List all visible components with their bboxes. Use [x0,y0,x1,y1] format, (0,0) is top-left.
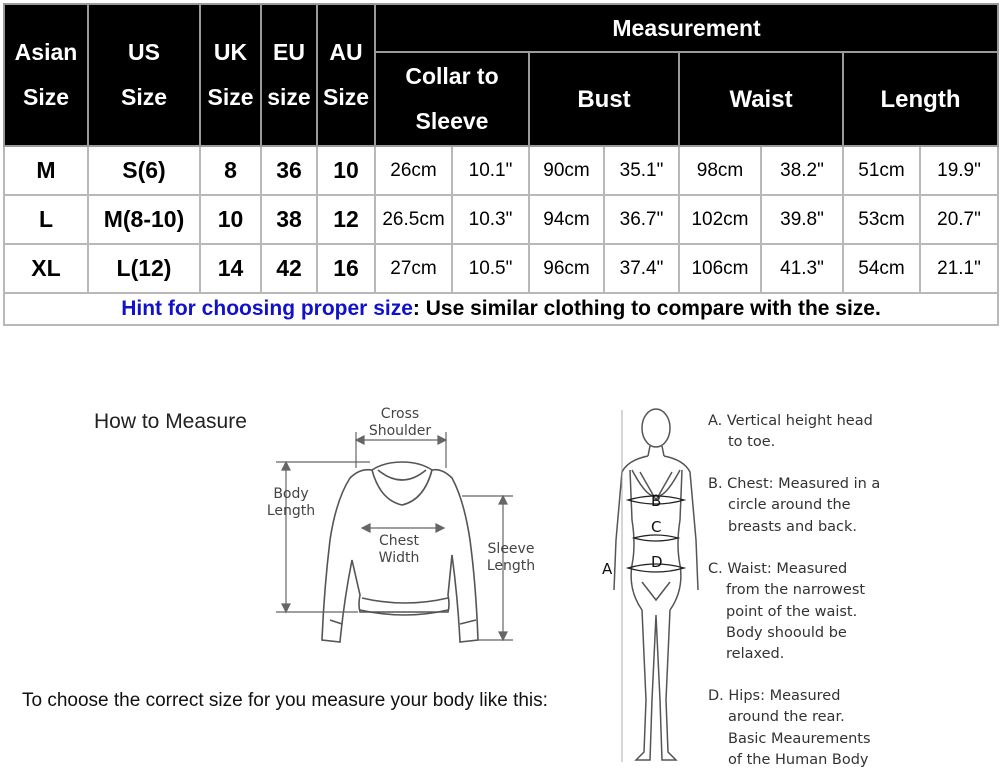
label-body-length: Body Length [266,486,316,519]
cell-length-in: 19.9" [920,146,998,195]
cell-waist-in: 41.3" [761,244,843,293]
cell-bust-in: 35.1" [604,146,679,195]
cell-eu-size: 38 [261,195,317,244]
cell-asian-size: XL [4,244,88,293]
cell-uk-size: 14 [200,244,261,293]
header-asian-size: Asian Size [4,4,88,146]
cell-length-in: 21.1" [920,244,998,293]
cell-bust-cm: 90cm [529,146,604,195]
cell-bust-cm: 94cm [529,195,604,244]
how-to-measure-title: How to Measure [94,410,247,433]
label-cross-shoulder: Cross Shoulder [368,406,432,439]
header-length: Length [843,52,998,146]
cell-collar-cm: 27cm [375,244,452,293]
marker-c: C [651,518,662,536]
marker-a: A [602,560,613,578]
note-a: A. Vertical height head to toe. [708,413,873,451]
cell-collar-cm: 26.5cm [375,195,452,244]
header-bust: Bust [529,52,679,146]
cell-us-size: M(8-10) [88,195,200,244]
cell-collar-in: 10.1" [452,146,529,195]
cell-collar-in: 10.3" [452,195,529,244]
cell-bust-in: 37.4" [604,244,679,293]
hint-text: : Use similar clothing to compare with the size. [412,297,881,320]
note-c: C. Waist: Measured from the narrowest point of the waist. Body shoould be relaxed. [708,561,866,663]
header-us-size: US Size [88,4,200,146]
cell-au-size: 16 [317,244,375,293]
human-body-diagram [614,409,698,760]
cell-eu-size: 36 [261,146,317,195]
cell-au-size: 10 [317,146,375,195]
cell-us-size: L(12) [88,244,200,293]
header-eu-size: EU size [261,4,317,146]
cell-bust-in: 36.7" [604,195,679,244]
note-b: B. Chest: Measured in a circle around the breasts and back. [708,476,881,535]
cell-au-size: 12 [317,195,375,244]
header-collar-to-sleeve: Collar to Sleeve [375,52,529,146]
cell-waist-in: 39.8" [761,195,843,244]
marker-d: D [651,553,663,571]
cell-waist-cm: 98cm [679,146,761,195]
cell-eu-size: 42 [261,244,317,293]
label-chest-width: Chest Width [378,533,420,566]
cell-length-in: 20.7" [920,195,998,244]
cell-length-cm: 54cm [843,244,920,293]
header-waist: Waist [679,52,843,146]
cell-length-cm: 51cm [843,146,920,195]
hint-label: Hint for choosing proper size [121,297,413,320]
header-measurement: Measurement [375,4,998,52]
marker-b: B [651,492,662,510]
cell-waist-in: 38.2" [761,146,843,195]
cell-collar-in: 10.5" [452,244,529,293]
label-sleeve-length: Sleeve Length [486,541,536,574]
cell-waist-cm: 106cm [679,244,761,293]
cell-uk-size: 8 [200,146,261,195]
cell-bust-cm: 96cm [529,244,604,293]
note-d: D. Hips: Measured around the rear. Basic Meaurements of the Human Body [708,688,871,768]
cell-waist-cm: 102cm [679,195,761,244]
cell-asian-size: M [4,146,88,195]
cell-us-size: S(6) [88,146,200,195]
cell-asian-size: L [4,195,88,244]
cell-length-cm: 53cm [843,195,920,244]
header-uk-size: UK Size [200,4,261,146]
cell-uk-size: 10 [200,195,261,244]
measure-instruction: To choose the correct size for you measure your body like this: [22,690,548,711]
header-au-size: AU Size [317,4,375,146]
cell-collar-cm: 26cm [375,146,452,195]
